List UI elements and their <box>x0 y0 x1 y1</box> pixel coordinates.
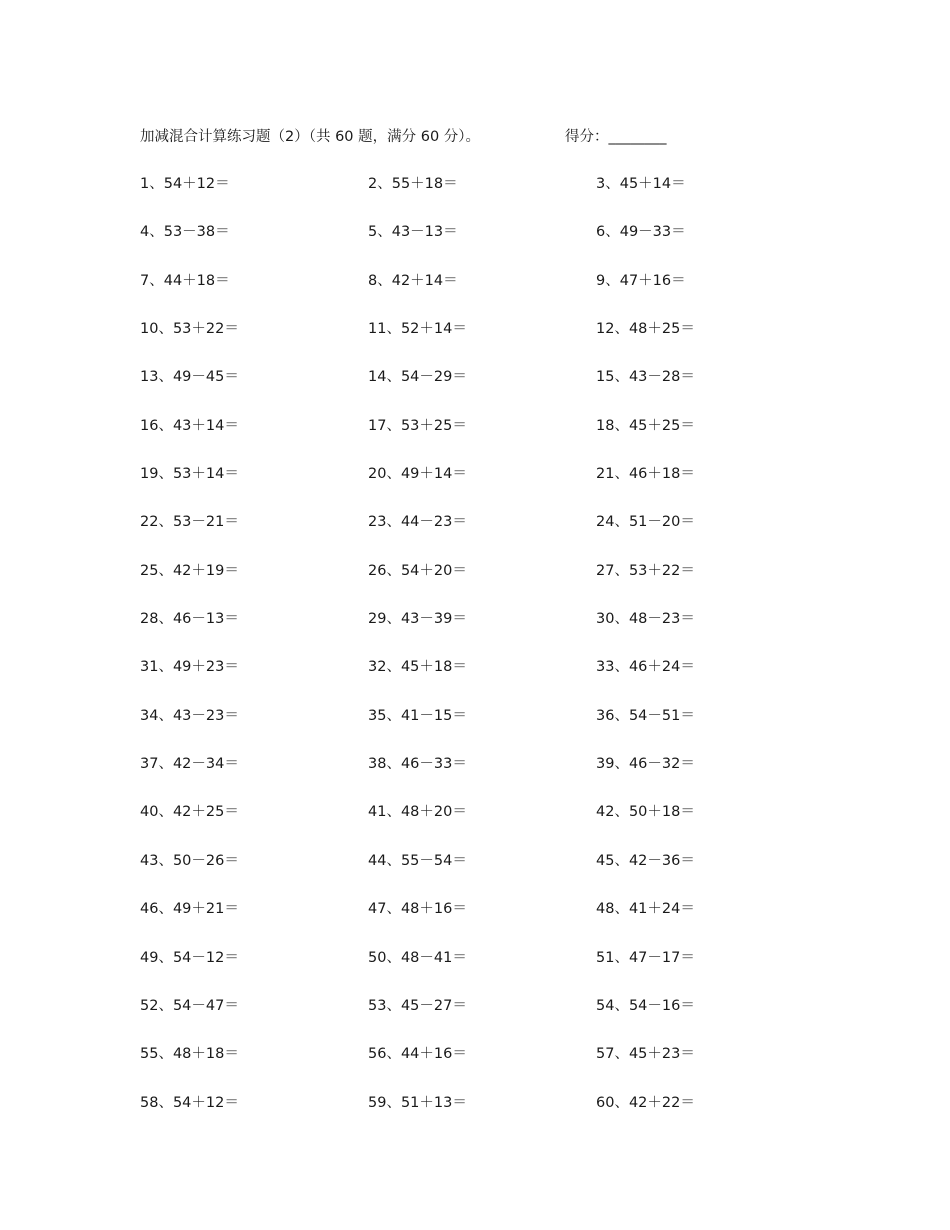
problem-item: 57、45＋23＝ <box>596 1046 695 1063</box>
problem-item: 12、48＋25＝ <box>596 321 695 338</box>
problem-item: 7、44＋18＝ <box>140 272 230 289</box>
problem-item: 25、42＋19＝ <box>140 562 239 579</box>
problem-item: 58、54＋12＝ <box>140 1094 239 1111</box>
problem-item: 14、54－29＝ <box>368 369 467 386</box>
problem-item: 23、44－23＝ <box>368 514 467 531</box>
problem-item: 44、55－54＝ <box>368 852 467 869</box>
problem-item: 59、51＋13＝ <box>368 1094 467 1111</box>
problem-item: 19、53＋14＝ <box>140 466 239 483</box>
problem-item: 34、43－23＝ <box>140 707 239 724</box>
problem-item: 42、50＋18＝ <box>596 804 695 821</box>
problem-item: 3、45＋14＝ <box>596 176 686 192</box>
score-blank: ________ <box>608 129 667 145</box>
problem-item: 26、54＋20＝ <box>368 562 467 579</box>
problem-item: 53、45－27＝ <box>368 997 467 1014</box>
problem-item: 43、50－26＝ <box>140 852 239 869</box>
problem-item: 1、54＋12＝ <box>140 176 230 192</box>
problem-item: 28、46－13＝ <box>140 611 239 628</box>
problem-item: 41、48＋20＝ <box>368 804 467 821</box>
problem-item: 33、46＋24＝ <box>596 659 695 676</box>
problem-item: 17、53＋25＝ <box>368 417 467 434</box>
problem-item: 16、43＋14＝ <box>140 417 239 434</box>
problem-item: 31、49＋23＝ <box>140 659 239 676</box>
problem-item: 4、53－38＝ <box>140 224 230 241</box>
problem-item: 35、41－15＝ <box>368 707 467 724</box>
problem-item: 45、42－36＝ <box>596 852 695 869</box>
problem-item: 6、49－33＝ <box>596 224 686 241</box>
problem-item: 49、54－12＝ <box>140 949 239 966</box>
problem-item: 56、44＋16＝ <box>368 1046 467 1063</box>
problem-item: 55、48＋18＝ <box>140 1046 239 1063</box>
worksheet-header <box>140 124 840 150</box>
problem-item: 5、43－13＝ <box>368 224 458 241</box>
problem-item: 46、49＋21＝ <box>140 901 239 918</box>
problem-item: 52、54－47＝ <box>140 997 239 1014</box>
problem-item: 29、43－39＝ <box>368 611 467 628</box>
problem-item: 22、53－21＝ <box>140 514 239 531</box>
problem-item: 60、42＋22＝ <box>596 1094 695 1111</box>
problem-item: 39、46－32＝ <box>596 756 695 773</box>
problem-item: 10、53＋22＝ <box>140 321 239 338</box>
problem-item: 21、46＋18＝ <box>596 466 695 483</box>
problem-item: 9、47＋16＝ <box>596 272 686 289</box>
problem-item: 15、43－28＝ <box>596 369 695 386</box>
problem-item: 24、51－20＝ <box>596 514 695 531</box>
problem-item: 2、55＋18＝ <box>368 176 458 192</box>
problem-item: 8、42＋14＝ <box>368 272 458 289</box>
problem-item: 32、45＋18＝ <box>368 659 467 676</box>
problem-item: 18、45＋25＝ <box>596 417 695 434</box>
problem-item: 38、46－33＝ <box>368 756 467 773</box>
problem-item: 30、48－23＝ <box>596 611 695 628</box>
problem-item: 13、49－45＝ <box>140 369 239 386</box>
problem-item: 36、54－51＝ <box>596 707 695 724</box>
problem-item: 47、48＋16＝ <box>368 901 467 918</box>
problem-item: 50、48－41＝ <box>368 949 467 966</box>
problem-item: 27、53＋22＝ <box>596 562 695 579</box>
problem-item: 20、49＋14＝ <box>368 466 467 483</box>
score-label: 得分： <box>565 129 609 145</box>
score-field <box>565 124 667 150</box>
problem-item: 51、47－17＝ <box>596 949 695 966</box>
problem-item: 48、41＋24＝ <box>596 901 695 918</box>
problem-item: 11、52＋14＝ <box>368 321 467 338</box>
worksheet-title: 加减混合计算练习题（2）（共 60 题，满分 60 分）。 <box>140 129 481 145</box>
problem-item: 40、42＋25＝ <box>140 804 239 821</box>
problem-item: 37、42－34＝ <box>140 756 239 773</box>
problem-item: 54、54－16＝ <box>596 997 695 1014</box>
problem-grid <box>140 172 840 1139</box>
